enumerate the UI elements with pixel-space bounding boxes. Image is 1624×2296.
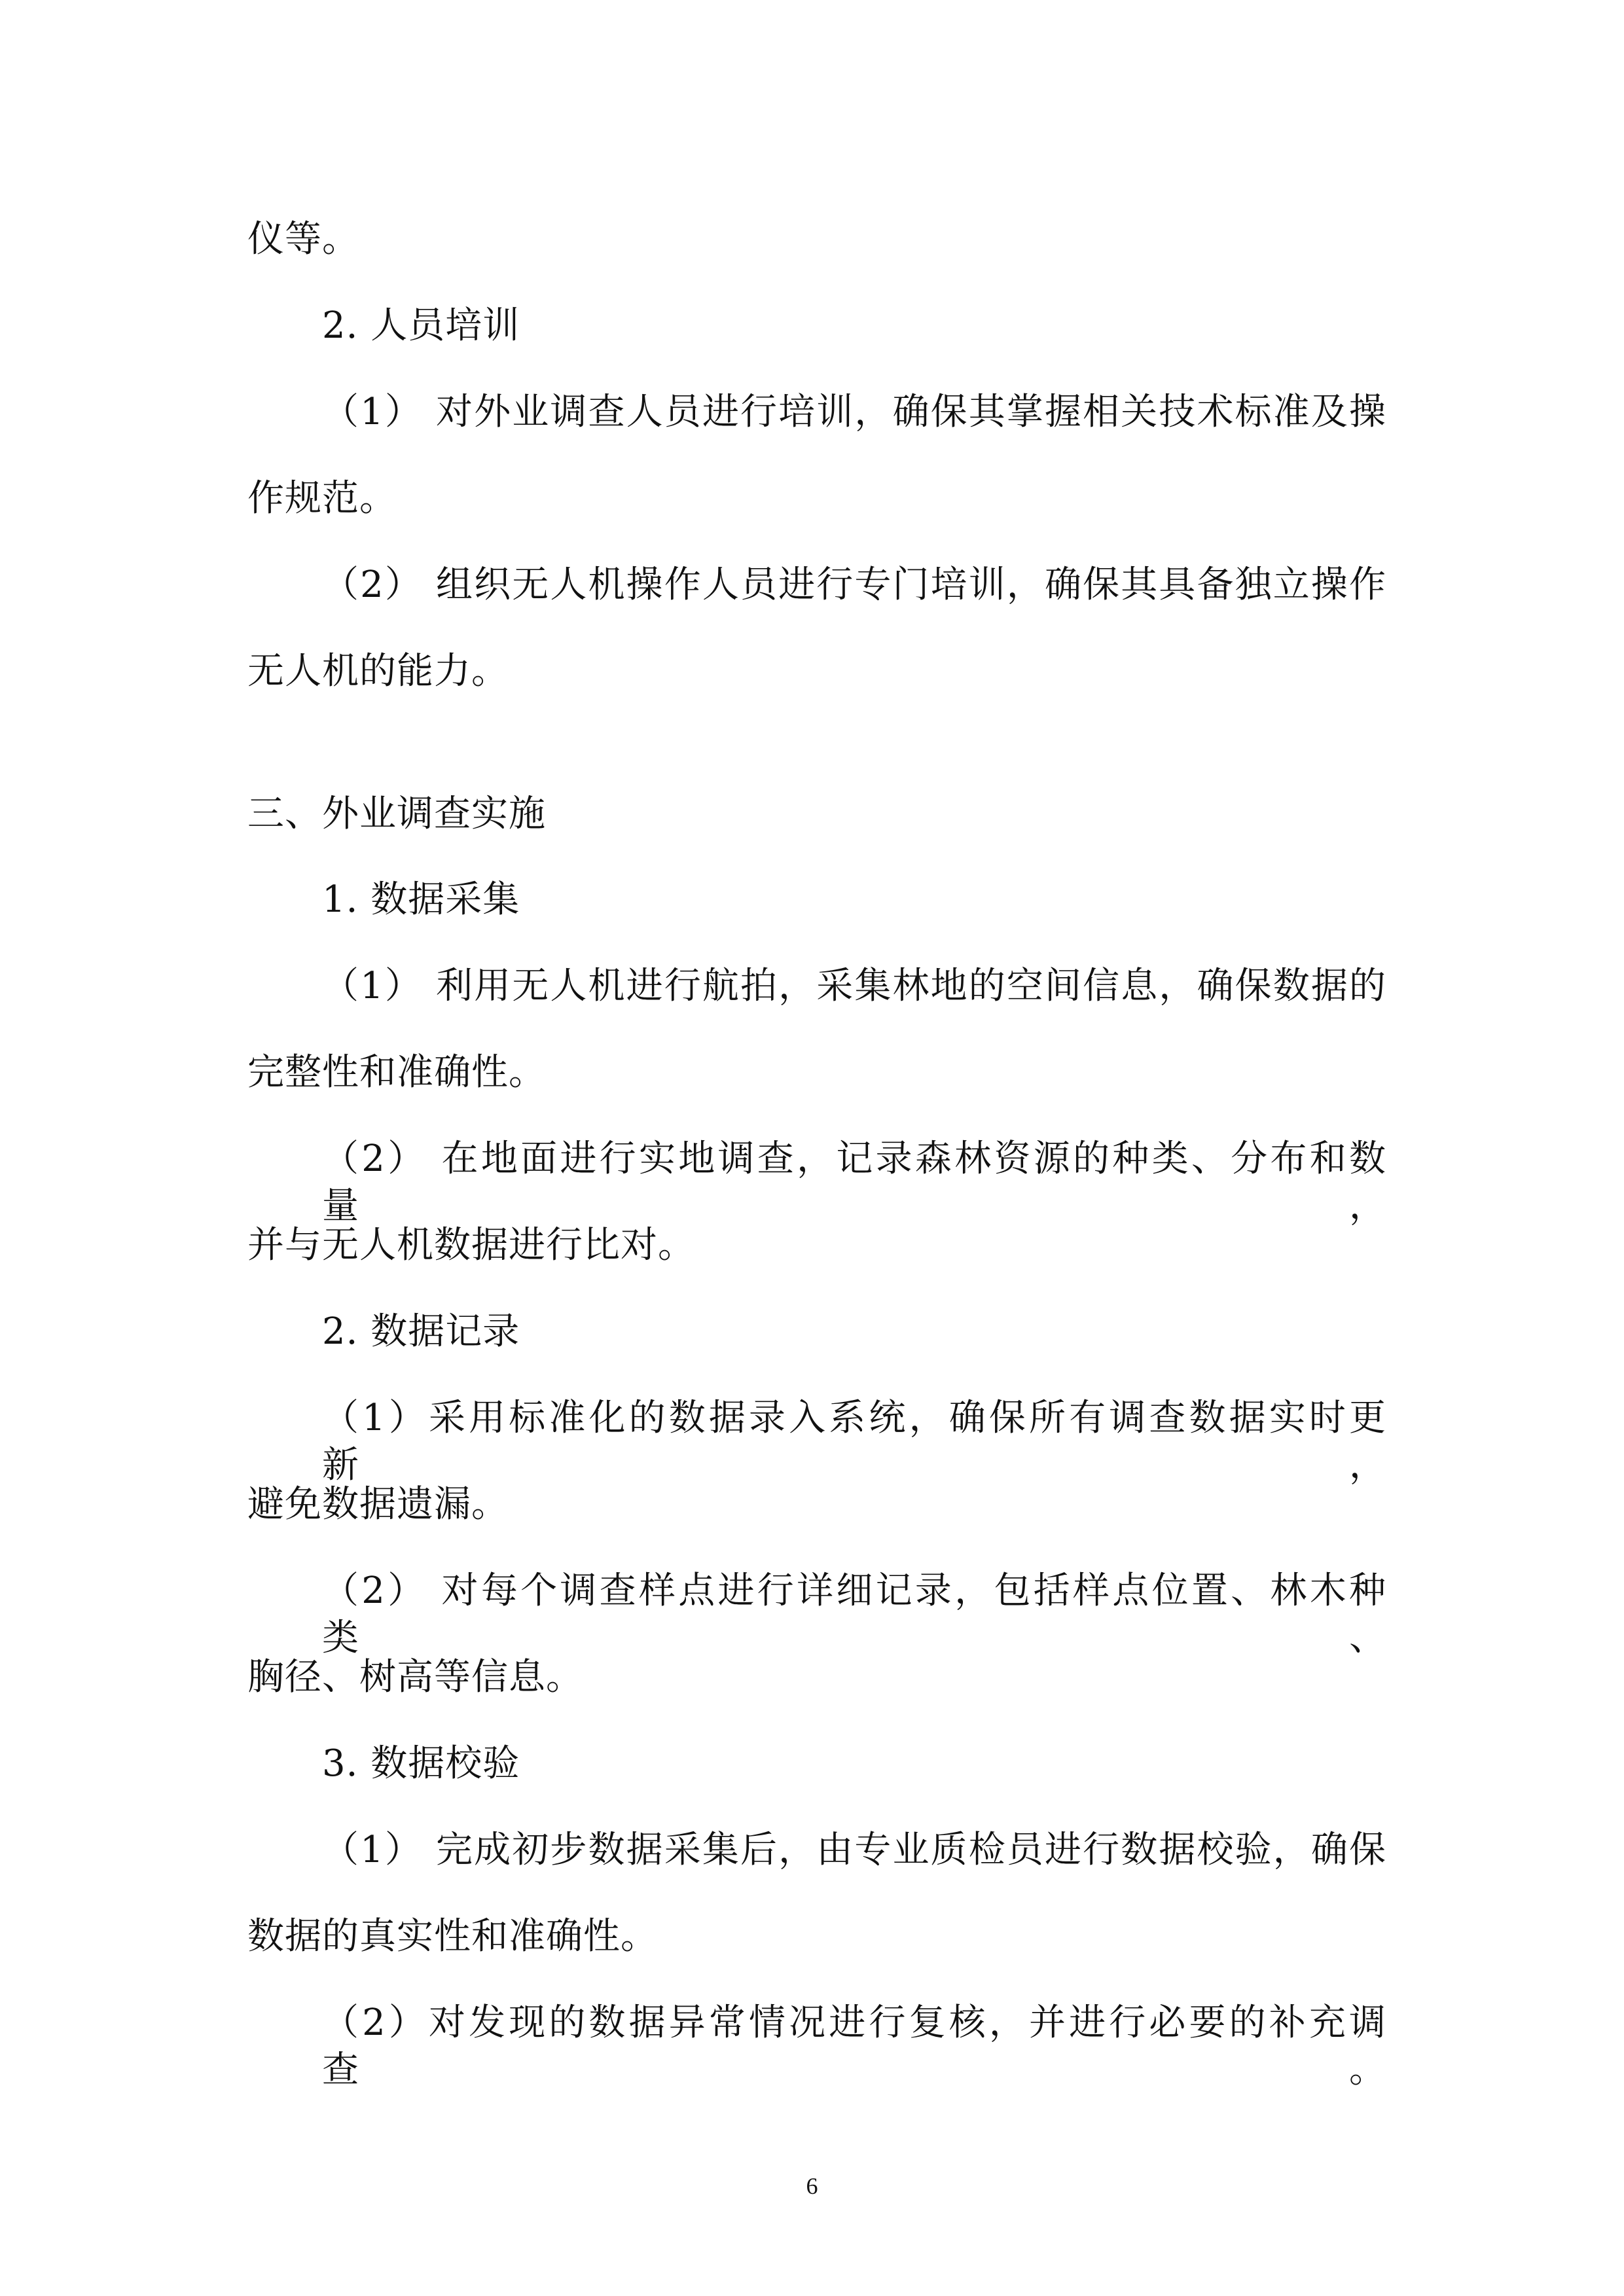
paragraph-line: （2）对发现的数据异常情况进行复核，并进行必要的补充调查。 xyxy=(322,2001,1386,2091)
paragraph-line: （1） 完成初步数据采集后，由专业质检员进行数据校验，确保 xyxy=(322,1829,1386,1871)
subheading-personnel-training: 2. 人员培训 xyxy=(322,304,520,347)
paragraph-line: 避免数据遗漏。 xyxy=(247,1483,509,1526)
page-number: 6 xyxy=(806,2173,818,2199)
paragraph-continuation: 仪等。 xyxy=(247,218,359,260)
subheading-data-verification: 3. 数据校验 xyxy=(322,1742,520,1785)
paragraph-line: （1）采用标准化的数据录入系统，确保所有调查数据实时更新， xyxy=(322,1397,1386,1486)
paragraph-line: （2） 对每个调查样点进行详细记录，包括样点位置、林木种类、 xyxy=(322,1570,1386,1659)
subheading-data-recording: 2. 数据记录 xyxy=(322,1310,520,1353)
paragraph-line: （2） 组织无人机操作人员进行专门培训，确保其具备独立操作 xyxy=(322,564,1386,606)
paragraph-line: 并与无人机数据进行比对。 xyxy=(247,1224,695,1266)
paragraph-line: （2） 在地面进行实地调查，记录森林资源的种类、分布和数量， xyxy=(322,1138,1386,1227)
paragraph-line: 完整性和准确性。 xyxy=(247,1051,546,1094)
paragraph-line: （1） 对外业调查人员进行培训，确保其掌握相关技术标准及操 xyxy=(322,391,1386,433)
paragraph-line: 无人机的能力。 xyxy=(247,650,509,692)
paragraph-line: 数据的真实性和准确性。 xyxy=(247,1915,658,1958)
paragraph-line: （1） 利用无人机进行航拍，采集林地的空间信息，确保数据的 xyxy=(322,965,1386,1007)
subheading-data-collection: 1. 数据采集 xyxy=(322,878,520,921)
paragraph-line: 作规范。 xyxy=(247,477,397,520)
paragraph-line: 胸径、树高等信息。 xyxy=(247,1656,583,1698)
section-heading-field-survey: 三、外业调查实施 xyxy=(247,793,546,835)
